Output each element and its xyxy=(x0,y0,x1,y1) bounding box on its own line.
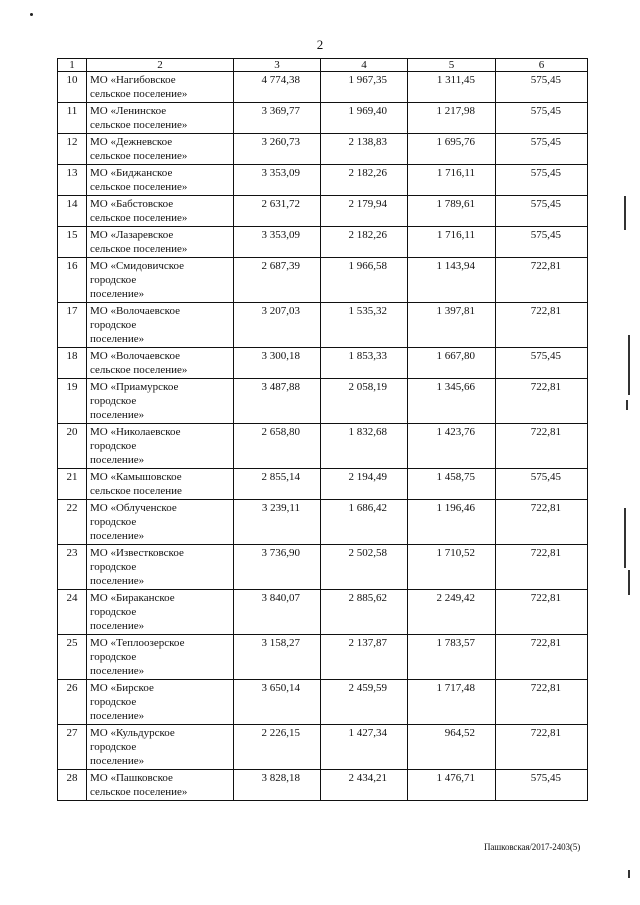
municipality-name-line: городское xyxy=(90,651,137,663)
municipality-name-line: поселение» xyxy=(90,454,145,466)
value-cell-col6: 722,81 xyxy=(496,680,588,725)
row-number-cell: 24 xyxy=(58,590,87,635)
municipality-name-line: МО «Лазаревское xyxy=(90,229,174,241)
value-cell-col3: 2 855,14 xyxy=(234,469,321,500)
municipality-name-line: МО «Приамурское xyxy=(90,381,179,393)
value-cell-col5: 1 783,57 xyxy=(408,635,496,680)
municipality-name-line: поселение» xyxy=(90,755,145,767)
table-row xyxy=(58,227,588,258)
table-row xyxy=(58,134,588,165)
value-cell-col5: 1 217,98 xyxy=(408,103,496,134)
value-cell-col5: 1 423,76 xyxy=(408,424,496,469)
row-number-cell: 18 xyxy=(58,348,87,379)
value-cell-col6: 722,81 xyxy=(496,725,588,770)
municipality-name-line: МО «Известковское xyxy=(90,547,184,559)
value-cell-col3: 3 260,73 xyxy=(234,134,321,165)
municipality-name-line: сельское поселение» xyxy=(90,786,188,798)
value-cell-col5: 1 717,48 xyxy=(408,680,496,725)
municipality-name-cell xyxy=(87,379,234,424)
table-row xyxy=(58,424,588,469)
document-code: Пашковская/2017-2403(5) xyxy=(484,842,581,852)
municipality-name-line: МО «Бабстовское xyxy=(90,198,174,210)
value-cell-col3: 3 487,88 xyxy=(234,379,321,424)
table-row xyxy=(58,196,588,227)
value-cell-col4: 2 138,83 xyxy=(321,134,408,165)
header-cell: 6 xyxy=(496,59,588,72)
municipality-name-line: сельское поселение» xyxy=(90,212,188,224)
value-cell-col5: 1 311,45 xyxy=(408,72,496,103)
value-cell-col3: 3 207,03 xyxy=(234,303,321,348)
value-cell-col4: 1 686,42 xyxy=(321,500,408,545)
row-number-cell: 28 xyxy=(58,770,87,801)
value-cell-col5: 1 789,61 xyxy=(408,196,496,227)
municipality-name-cell xyxy=(87,424,234,469)
municipality-name-cell xyxy=(87,545,234,590)
municipality-name-line: МО «Кульдурское xyxy=(90,727,175,739)
municipality-name-line: сельское поселение» xyxy=(90,88,188,100)
value-cell-col4: 2 502,58 xyxy=(321,545,408,590)
value-cell-col3: 3 650,14 xyxy=(234,680,321,725)
value-cell-col5: 1 710,52 xyxy=(408,545,496,590)
scan-edge-mark xyxy=(624,196,626,230)
value-cell-col6: 722,81 xyxy=(496,303,588,348)
municipality-name-line: МО «Бираканское xyxy=(90,592,175,604)
value-cell-col3: 2 226,15 xyxy=(234,725,321,770)
value-cell-col3: 3 353,09 xyxy=(234,165,321,196)
municipality-name-line: МО «Пашковское xyxy=(90,772,173,784)
value-cell-col5: 2 249,42 xyxy=(408,590,496,635)
municipality-name-line: МО «Бирское xyxy=(90,682,154,694)
page-number: 2 xyxy=(316,37,324,52)
municipality-name-cell xyxy=(87,303,234,348)
row-number-cell: 17 xyxy=(58,303,87,348)
table-row xyxy=(58,725,588,770)
scan-edge-mark xyxy=(626,400,628,410)
row-number-cell: 20 xyxy=(58,424,87,469)
table-row xyxy=(58,469,588,500)
value-cell-col5: 1 397,81 xyxy=(408,303,496,348)
value-cell-col3: 3 239,11 xyxy=(234,500,321,545)
value-cell-col3: 3 736,90 xyxy=(234,545,321,590)
value-cell-col5: 1 196,46 xyxy=(408,500,496,545)
value-cell-col3: 3 840,07 xyxy=(234,590,321,635)
value-cell-col4: 2 182,26 xyxy=(321,165,408,196)
municipality-name-line: МО «Дежневское xyxy=(90,136,173,148)
table-row xyxy=(58,590,588,635)
municipality-name-line: МО «Николаевское xyxy=(90,426,181,438)
table-row xyxy=(58,72,588,103)
table-row xyxy=(58,165,588,196)
value-cell-col3: 4 774,38 xyxy=(234,72,321,103)
municipality-name-line: МО «Волочаевское xyxy=(90,350,180,362)
value-cell-col6: 722,81 xyxy=(496,500,588,545)
value-cell-col6: 722,81 xyxy=(496,379,588,424)
value-cell-col6: 575,45 xyxy=(496,165,588,196)
row-number-cell: 15 xyxy=(58,227,87,258)
table-row xyxy=(58,635,588,680)
municipality-name-line: городское xyxy=(90,696,137,708)
row-number-cell: 26 xyxy=(58,680,87,725)
scan-edge-mark xyxy=(628,335,630,395)
municipality-name-cell xyxy=(87,103,234,134)
municipality-name-line: городское xyxy=(90,319,137,331)
value-cell-col4: 2 058,19 xyxy=(321,379,408,424)
municipality-name-line: сельское поселение» xyxy=(90,181,188,193)
municipality-name-line: поселение» xyxy=(90,665,145,677)
value-cell-col4: 2 459,59 xyxy=(321,680,408,725)
row-number-cell: 14 xyxy=(58,196,87,227)
municipality-name-line: МО «Теплоозерское xyxy=(90,637,185,649)
header-row xyxy=(58,59,588,72)
value-cell-col6: 722,81 xyxy=(496,258,588,303)
value-cell-col6: 575,45 xyxy=(496,103,588,134)
value-cell-col4: 2 194,49 xyxy=(321,469,408,500)
header-cell: 4 xyxy=(321,59,408,72)
row-number-cell: 10 xyxy=(58,72,87,103)
value-cell-col6: 722,81 xyxy=(496,424,588,469)
municipality-name-line: городское xyxy=(90,606,137,618)
municipality-name-line: поселение» xyxy=(90,530,145,542)
value-cell-col3: 2 631,72 xyxy=(234,196,321,227)
municipality-name-cell xyxy=(87,196,234,227)
value-cell-col4: 2 182,26 xyxy=(321,227,408,258)
header-cell: 1 xyxy=(58,59,87,72)
municipality-name-line: поселение» xyxy=(90,409,145,421)
header-cell: 2 xyxy=(87,59,234,72)
value-cell-col6: 722,81 xyxy=(496,590,588,635)
value-cell-col4: 1 427,34 xyxy=(321,725,408,770)
value-cell-col5: 1 143,94 xyxy=(408,258,496,303)
value-cell-col6: 575,45 xyxy=(496,72,588,103)
value-cell-col3: 3 353,09 xyxy=(234,227,321,258)
table-row xyxy=(58,770,588,801)
municipality-name-line: поселение» xyxy=(90,288,145,300)
municipality-name-cell xyxy=(87,227,234,258)
header-cell: 3 xyxy=(234,59,321,72)
value-cell-col6: 575,45 xyxy=(496,134,588,165)
table-body xyxy=(58,59,588,801)
municipality-name-line: сельское поселение» xyxy=(90,150,188,162)
municipality-name-cell xyxy=(87,590,234,635)
municipality-name-line: МО «Облученское xyxy=(90,502,177,514)
municipality-name-line: МО «Биджанское xyxy=(90,167,173,179)
row-number-cell: 12 xyxy=(58,134,87,165)
row-number-cell: 22 xyxy=(58,500,87,545)
table-row xyxy=(58,500,588,545)
value-cell-col6: 722,81 xyxy=(496,545,588,590)
value-cell-col6: 575,45 xyxy=(496,469,588,500)
municipality-name-cell xyxy=(87,635,234,680)
row-number-cell: 21 xyxy=(58,469,87,500)
value-cell-col3: 2 658,80 xyxy=(234,424,321,469)
value-cell-col3: 3 828,18 xyxy=(234,770,321,801)
value-cell-col4: 1 967,35 xyxy=(321,72,408,103)
row-number-cell: 16 xyxy=(58,258,87,303)
row-number-cell: 25 xyxy=(58,635,87,680)
municipality-name-cell xyxy=(87,770,234,801)
municipality-name-line: МО «Камышовское xyxy=(90,471,182,483)
municipality-name-line: сельское поселение» xyxy=(90,364,188,376)
value-cell-col5: 1 476,71 xyxy=(408,770,496,801)
value-cell-col3: 2 687,39 xyxy=(234,258,321,303)
municipality-name-line: сельское поселение xyxy=(90,485,182,497)
row-number-cell: 27 xyxy=(58,725,87,770)
value-cell-col5: 1 458,75 xyxy=(408,469,496,500)
header-cell: 5 xyxy=(408,59,496,72)
value-cell-col4: 2 885,62 xyxy=(321,590,408,635)
municipality-name-cell xyxy=(87,725,234,770)
municipality-name-line: городское xyxy=(90,395,137,407)
municipality-name-line: поселение» xyxy=(90,710,145,722)
municipality-name-line: городское xyxy=(90,516,137,528)
municipality-name-line: городское xyxy=(90,741,137,753)
value-cell-col6: 722,81 xyxy=(496,635,588,680)
table-row xyxy=(58,545,588,590)
row-number-cell: 13 xyxy=(58,165,87,196)
municipality-name-cell xyxy=(87,348,234,379)
row-number-cell: 23 xyxy=(58,545,87,590)
municipality-name-line: городское xyxy=(90,561,137,573)
municipality-name-line: поселение» xyxy=(90,620,145,632)
table-row xyxy=(58,348,588,379)
value-cell-col4: 1 535,32 xyxy=(321,303,408,348)
municipality-name-cell xyxy=(87,72,234,103)
value-cell-col5: 1 667,80 xyxy=(408,348,496,379)
municipality-name-cell xyxy=(87,500,234,545)
value-cell-col5: 1 716,11 xyxy=(408,227,496,258)
table-row xyxy=(58,303,588,348)
municipality-name-cell xyxy=(87,134,234,165)
value-cell-col4: 1 832,68 xyxy=(321,424,408,469)
municipality-name-cell xyxy=(87,469,234,500)
value-cell-col6: 575,45 xyxy=(496,227,588,258)
municipality-name-line: городское xyxy=(90,274,137,286)
value-cell-col3: 3 369,77 xyxy=(234,103,321,134)
municipality-name-line: МО «Ленинское xyxy=(90,105,167,117)
value-cell-col4: 1 853,33 xyxy=(321,348,408,379)
value-cell-col4: 2 137,87 xyxy=(321,635,408,680)
value-cell-col4: 1 966,58 xyxy=(321,258,408,303)
value-cell-col5: 964,52 xyxy=(408,725,496,770)
value-cell-col4: 2 179,94 xyxy=(321,196,408,227)
municipality-name-cell xyxy=(87,680,234,725)
scan-dot xyxy=(30,13,33,16)
municipality-name-line: сельское поселение» xyxy=(90,243,188,255)
value-cell-col6: 575,45 xyxy=(496,348,588,379)
municipality-name-line: сельское поселение» xyxy=(90,119,188,131)
municipality-name-line: МО «Нагибовское xyxy=(90,74,176,86)
value-cell-col3: 3 158,27 xyxy=(234,635,321,680)
table-row xyxy=(58,379,588,424)
table-row xyxy=(58,258,588,303)
municipality-name-line: МО «Смидовичское xyxy=(90,260,185,272)
row-number-cell: 19 xyxy=(58,379,87,424)
municipality-name-cell xyxy=(87,165,234,196)
value-cell-col5: 1 345,66 xyxy=(408,379,496,424)
municipality-name-line: поселение» xyxy=(90,333,145,345)
table-row xyxy=(58,103,588,134)
value-cell-col4: 1 969,40 xyxy=(321,103,408,134)
row-number-cell: 11 xyxy=(58,103,87,134)
scan-edge-mark xyxy=(628,570,630,595)
municipality-name-cell xyxy=(87,258,234,303)
value-cell-col5: 1 695,76 xyxy=(408,134,496,165)
value-cell-col5: 1 716,11 xyxy=(408,165,496,196)
table-row xyxy=(58,680,588,725)
value-cell-col3: 3 300,18 xyxy=(234,348,321,379)
municipality-name-line: МО «Волочаевское xyxy=(90,305,180,317)
scan-edge-mark xyxy=(624,508,626,568)
value-cell-col6: 575,45 xyxy=(496,196,588,227)
municipality-name-line: городское xyxy=(90,440,137,452)
scan-edge-mark xyxy=(628,870,630,878)
municipality-name-line: поселение» xyxy=(90,575,145,587)
value-cell-col6: 575,45 xyxy=(496,770,588,801)
value-cell-col4: 2 434,21 xyxy=(321,770,408,801)
data-table xyxy=(57,58,588,801)
